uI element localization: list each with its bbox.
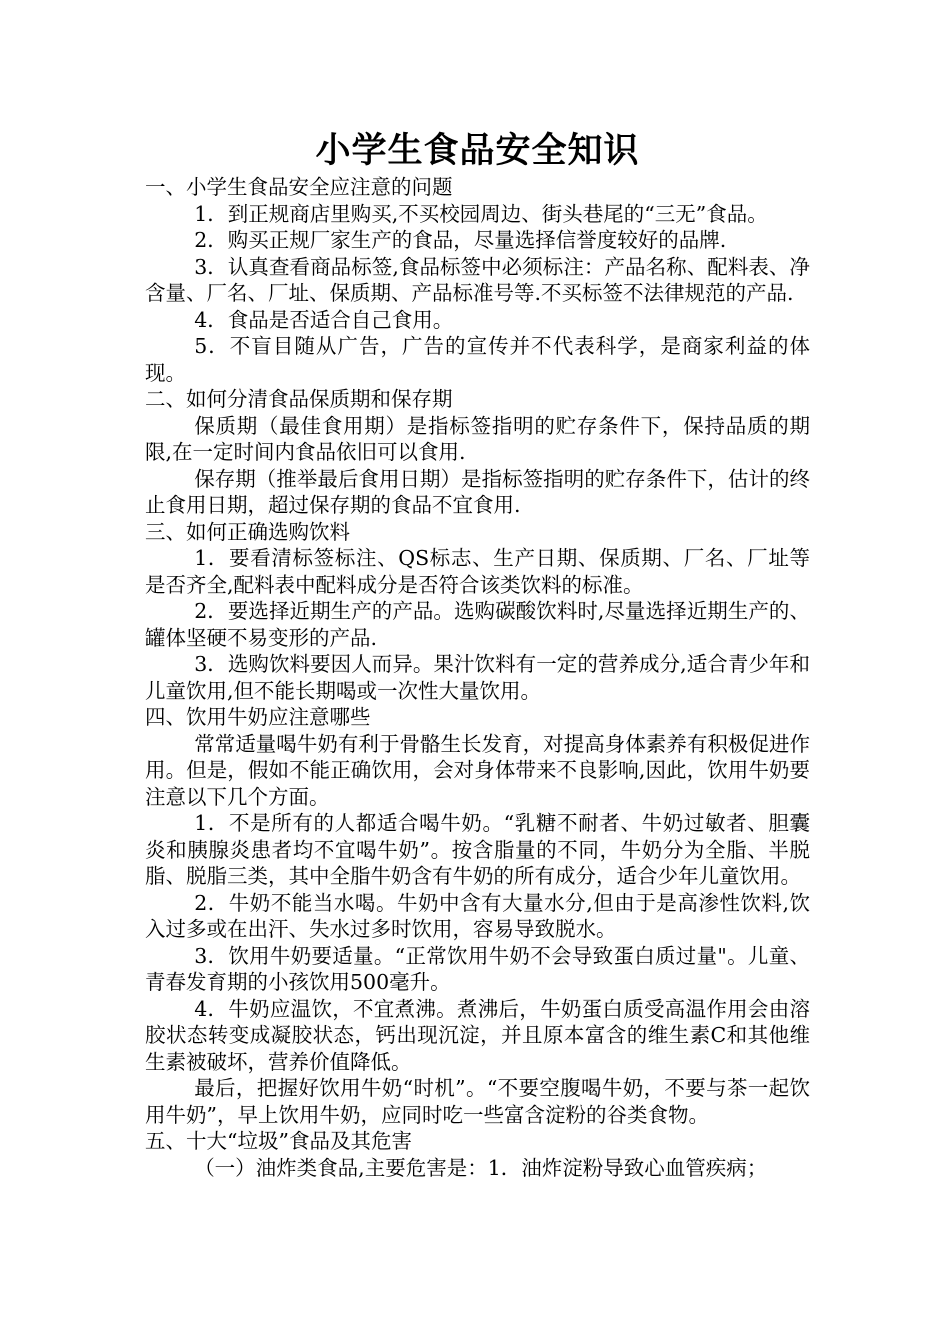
section-heading: 一、小学生食品安全应注意的问题 (145, 175, 453, 199)
paragraph: 4．食品是否适合自己食用。 (194, 307, 454, 332)
paragraph: 3．选购饮料要因人而异。果汁饮料有一定的营养成分,适合青少年和儿童饮用,但不能长期喝或一次性大量饮用。 (145, 652, 810, 703)
section-heading: 五、十大“垃圾”食品及其危害 (145, 1129, 412, 1153)
paragraph: 2．要选择近期生产的产品。选购碳酸饮料时,尽量选择近期生产的、罐体坚硬不易变形的产品. (145, 599, 810, 650)
paragraph: 1．到正规商店里购买,不买校园周边、街头巷尾的“三无”食品。 (194, 201, 768, 226)
section-heading: 三、如何正确选购饮料 (145, 519, 350, 544)
paragraph: 保质期（最佳食用期）是指标签指明的贮存条件下，保持品质的期限,在一定时间内食品依旧可以食用. (145, 413, 810, 464)
section-heading: 二、如何分清食品保质期和保存期 (145, 387, 453, 411)
document-page (145, 128, 810, 1181)
paragraph: 2．购买正规厂家生产的食品，尽量选择信誉度较好的品牌. (194, 228, 727, 252)
paragraph: 1．不是所有的人都适合喝牛奶。“乳糖不耐者、牛奶过敏者、胆囊炎和胰腺炎患者均不宜喝牛奶”。按含脂量的不同，牛奶分为全脂、半脱脂、脱脂三类，其中全脂牛奶含有牛奶的所有成分，适合少年儿童饮用。 (145, 811, 810, 888)
paragraph: 2．牛奶不能当水喝。牛奶中含有大量水分,但由于是高渗性饮料,饮入过多或在出汗、失水过多时饮用，容易导致脱水。 (145, 890, 810, 941)
paragraph: 保存期（推举最后食用日期）是指标签指明的贮存条件下，估计的终止食用日期，超过保存期的食品不宜食用. (145, 466, 810, 517)
paragraph: 3．饮用牛奶要适量。“正常饮用牛奶不会导致蛋白质过量"。儿童、青春发育期的小孩饮用500毫升。 (145, 943, 810, 994)
document-title: 小学生食品安全知识 (315, 130, 640, 171)
paragraph: 1．要看清标签标注、QS标志、生产日期、保质期、厂名、厂址等是否齐全,配料表中配料成分是否符合该类饮料的标准。 (145, 546, 810, 597)
paragraph: 5．不盲目随从广告，广告的宣传并不代表科学，是商家利益的体现。 (145, 334, 810, 385)
section-heading: 四、饮用牛奶应注意哪些 (145, 705, 371, 729)
paragraph: 最后，把握好饮用牛奶“时机”。“不要空腹喝牛奶，不要与茶一起饮用牛奶”，早上饮用牛奶，应同时吃一些富含淀粉的谷类食物。 (145, 1076, 810, 1127)
paragraph: 4．牛奶应温饮，不宜煮沸。煮沸后，牛奶蛋白质受高温作用会由溶胶状态转变成凝胶状态，钙出现沉淀，并且原本富含的维生素C和其他维生素被破坏，营养价值降低。 (145, 996, 810, 1074)
paragraph: 3．认真查看商品标签,食品标签中必须标注：产品名称、配料表、净含量、厂名、厂址、保质期、产品标准号等.不买标签不法律规范的产品. (145, 254, 810, 305)
paragraph: （一）油炸类食品,主要危害是：1．油炸淀粉导致心血管疾病； (194, 1155, 768, 1180)
paragraph: 常常适量喝牛奶有利于骨骼生长发育，对提高身体素养有积极促进作用。但是，假如不能正确饮用，会对身体带来不良影响,因此，饮用牛奶要注意以下几个方面。 (145, 731, 810, 809)
